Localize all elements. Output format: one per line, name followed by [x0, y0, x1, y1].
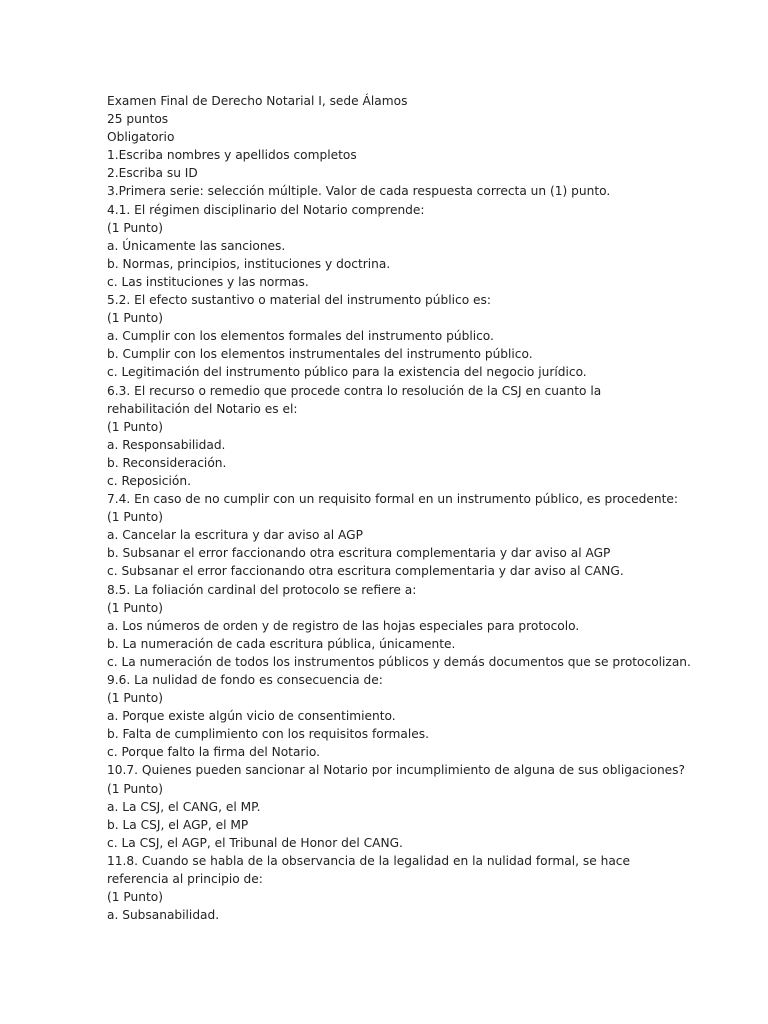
answer-option: b. Normas, principios, instituciones y doctrina. [107, 256, 391, 271]
instruction-1: 1.Escriba nombres y apellidos completos [107, 148, 357, 163]
answer-option: a. Cancelar la escritura y dar aviso al AGP [107, 528, 363, 543]
question-prompt: 7.4. En caso de no cumplir con un requisito formal en un instrumento público, es procedente: [107, 492, 678, 507]
answer-option: b. Falta de cumplimiento con los requisitos formales. [107, 727, 429, 742]
answer-option: c. La numeración de todos los instrumentos públicos y demás documentos que se protocolizan. [107, 654, 691, 669]
answer-option: c. Subsanar el error faccionando otra escritura complementaria y dar aviso al CANG. [107, 564, 624, 579]
answer-option: b. Cumplir con los elementos instrumentales del instrumento público. [107, 347, 533, 362]
question-prompt: 11.8. Cuando se habla de la observancia de la legalidad en la nulidad formal, se hace referencia al principio de: [107, 853, 630, 887]
instruction-3: 3.Primera serie: selección múltiple. Valor de cada respuesta correcta un (1) punto. [107, 184, 611, 199]
question-prompt: 9.6. La nulidad de fondo es consecuencia de: [107, 673, 383, 687]
question-points: (1 Punto) [107, 419, 163, 434]
question-points: (1 Punto) [107, 691, 163, 706]
answer-option: c. Legitimación del instrumento público para la existencia del negocio jurídico. [107, 365, 587, 380]
answer-option: c. La CSJ, el AGP, el Tribunal de Honor del CANG. [107, 835, 403, 850]
question-prompt: 4.1. El régimen disciplinario del Notario comprende: [107, 202, 425, 217]
question-prompt: 8.5. La foliación cardinal del protocolo se refiere a: [107, 582, 417, 597]
answer-option: a. Únicamente las sanciones. [107, 238, 286, 253]
answer-option: a. Responsabilidad. [107, 437, 226, 452]
question-points: (1 Punto) [107, 600, 163, 615]
exam-title: Examen Final de Derecho Notarial I, sede Álamos [107, 94, 408, 108]
required-label: Obligatorio [107, 130, 175, 145]
exam-total-points: 25 puntos [107, 112, 169, 127]
answer-option: a. Los números de orden y de registro de las hojas especiales para protocolo. [107, 618, 580, 633]
answer-option: a. Porque existe algún vicio de consentimiento. [107, 709, 396, 724]
question-points: (1 Punto) [107, 510, 163, 525]
answer-option: a. Cumplir con los elementos formales del instrumento público. [107, 329, 494, 344]
answer-option: b. La numeración de cada escritura pública, únicamente. [107, 636, 456, 651]
answer-option: c. Reposición. [107, 473, 191, 488]
answer-option: b. Subsanar el error faccionando otra escritura complementaria y dar aviso al AGP [107, 546, 611, 561]
answer-option: a. Subsanabilidad. [107, 908, 220, 923]
question-points: (1 Punto) [107, 890, 163, 905]
answer-option: b. La CSJ, el AGP, el MP [107, 817, 249, 832]
question-prompt: 5.2. El efecto sustantivo o material del instrumento público es: [107, 293, 491, 308]
question-points: (1 Punto) [107, 220, 163, 235]
question-points: (1 Punto) [107, 311, 163, 326]
instruction-2: 2.Escriba su ID [107, 166, 198, 181]
answer-option: b. Reconsideración. [107, 455, 227, 470]
answer-option: c. Porque falto la firma del Notario. [107, 745, 320, 760]
question-prompt: 6.3. El recurso o remedio que procede contra lo resolución de la CSJ en cuanto la rehabilitación del Notario es el: [107, 383, 602, 416]
question-points: (1 Punto) [107, 781, 163, 796]
exam-document [107, 92, 691, 924]
answer-option: c. Las instituciones y las normas. [107, 274, 309, 289]
question-prompt: 10.7. Quienes pueden sancionar al Notario por incumplimiento de alguna de sus obligaciones? [107, 763, 685, 778]
answer-option: a. La CSJ, el CANG, el MP. [107, 799, 261, 814]
